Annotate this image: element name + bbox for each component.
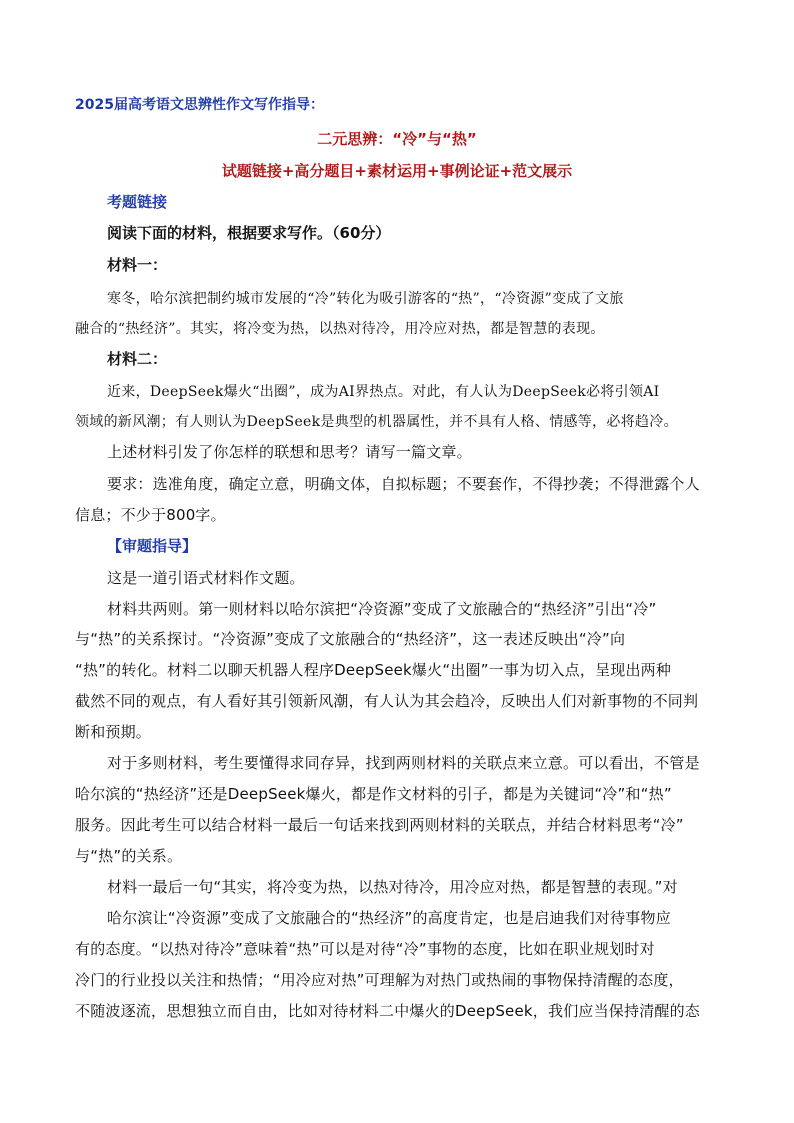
- guide-line: 不随波逐流，思想独立而自由，比如对待材料二中爆火的DeepSeek，我们应当保持清醒的态: [75, 1002, 700, 1020]
- guide-line: 有的态度。“以热对待冷”意味着“热”可以是对待“冷”事物的态度，比如在职业规划时对: [75, 940, 655, 958]
- guide-line: 哈尔滨让“冷资源”变成了文旅融合的“热经济”的高度肯定，也是启迪我们对待事物应: [107, 909, 671, 927]
- guide-line: 对于多则材料，考生要懂得求同存异，找到两则材料的关联点来立意。可以看出，不管是: [107, 754, 700, 772]
- guide-line: 断和预期。: [75, 723, 152, 741]
- guide-line: 截然不同的观点，有人看好其引领新风潮，有人认为其会趋冷，反映出人们对新事物的不同判: [75, 692, 699, 710]
- doc-subtitle: 二元思辨：“冷”与“热”: [317, 130, 477, 148]
- guide-line: “热”的转化。材料二以聊天机器人程序DeepSeek爆火“出圈”一事为切入点，呈现出两种: [75, 661, 672, 679]
- guide-line: 材料共两则。第一则材料以哈尔滨把“冷资源”变成了文旅融合的“热经济”引出“冷”: [107, 600, 657, 618]
- section-heading-exam-link: 考题链接: [107, 193, 168, 211]
- material-1-line: 寒冬，哈尔滨把制约城市发展的“冷”转化为吸引游客的“热”，“冷资源”变成了文旅: [107, 291, 624, 307]
- guide-line: 这是一道引语式材料作文题。: [107, 569, 305, 587]
- requirement-line: 要求：选准角度，确定立意，明确文体，自拟标题；不要套作，不得抄袭；不得泄露个人: [107, 475, 700, 493]
- section-heading-guide: 【审题指导】: [107, 537, 198, 555]
- doc-title: 2025届高考语文思辨性作文写作指导：: [75, 97, 324, 113]
- guide-line: 材料一最后一句“其实，将冷变为热，以热对待冷，用冷应对热，都是智慧的表现。”对: [107, 878, 678, 896]
- doc-subtitle-2: 试题链接+高分题目+素材运用+事例论证+范文展示: [221, 162, 573, 180]
- instruction-text: 阅读下面的材料，根据要求写作。（60分）: [107, 224, 391, 242]
- guide-line: 与“热”的关系。: [75, 847, 183, 865]
- prompt-text: 上述材料引发了你怎样的联想和思考？请写一篇文章。: [107, 443, 472, 461]
- guide-line: 哈尔滨的“热经济”还是DeepSeek爆火，都是作文材料的引子，都是为关键词“冷”和“热”: [75, 785, 672, 803]
- material-2-line: 近来，DeepSeek爆火“出圈”，成为AI界热点。对此，有人认为DeepSeek必将引领AI: [107, 384, 660, 400]
- material-1-line: 融合的“热经济”。其实，将冷变为热，以热对待冷，用冷应对热，都是智慧的表现。: [75, 321, 605, 337]
- requirement-line: 信息；不少于800字。: [75, 506, 226, 524]
- guide-line: 与“热”的关系探讨。“冷资源”变成了文旅融合的“热经济”，这一表述反映出“冷”向: [75, 630, 626, 648]
- material-2-label: 材料二：: [107, 350, 168, 368]
- material-1-label: 材料一：: [107, 256, 168, 274]
- guide-line: 冷门的行业投以关注和热情；“用冷应对热”可理解为对热门或热闹的事物保持清醒的态度，: [75, 971, 684, 989]
- guide-line: 服务。因此考生可以结合材料一最后一句话来找到两则材料的关联点，并结合材料思考“冷”: [75, 816, 684, 834]
- material-2-line: 领域的新风潮；有人则认为DeepSeek是典型的机器属性，并不具有人格、情感等，必将趋冷。: [75, 414, 678, 430]
